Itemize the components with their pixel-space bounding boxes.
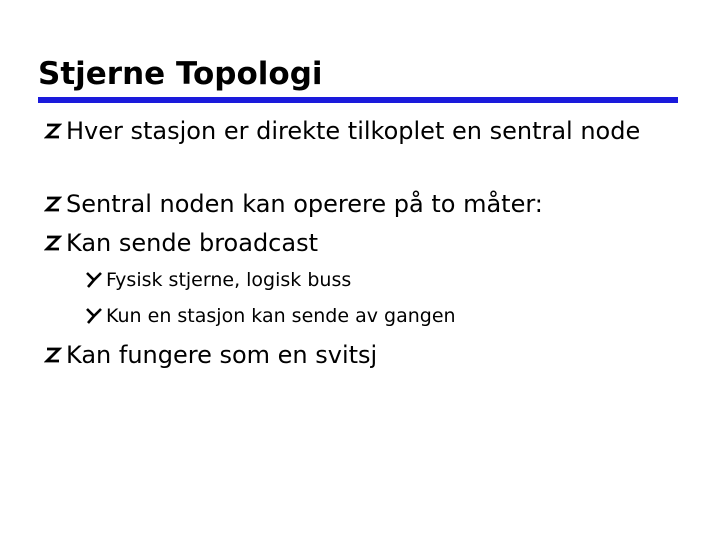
bullet-item-4 [44, 338, 377, 372]
sub-bullet-text: Fysisk stjerne, logisk buss [106, 269, 352, 291]
z-bullet-icon [44, 234, 62, 252]
title-underline [38, 97, 678, 103]
sub-bullet-item-1 [85, 266, 351, 294]
sub-bullet-item-2 [85, 302, 456, 330]
slide-title: Stjerne Topologi [38, 56, 323, 92]
z-bullet-icon [44, 195, 62, 213]
bullet-item-2 [44, 187, 543, 221]
bullet-item-1 [44, 114, 640, 148]
y-bullet-icon [85, 271, 103, 289]
bullet-text: Kan sende broadcast [66, 229, 318, 257]
z-bullet-icon [44, 122, 62, 140]
z-bullet-icon [44, 346, 62, 364]
bullet-item-3 [44, 226, 318, 260]
y-bullet-icon [85, 307, 103, 325]
sub-bullet-text: Kun en stasjon kan sende av gangen [106, 305, 456, 327]
bullet-text: Sentral noden kan operere på to måter: [66, 190, 543, 218]
bullet-text: Kan fungere som en svitsj [66, 341, 378, 369]
bullet-text: Hver stasjon er direkte tilkoplet en sentral node [66, 117, 641, 145]
